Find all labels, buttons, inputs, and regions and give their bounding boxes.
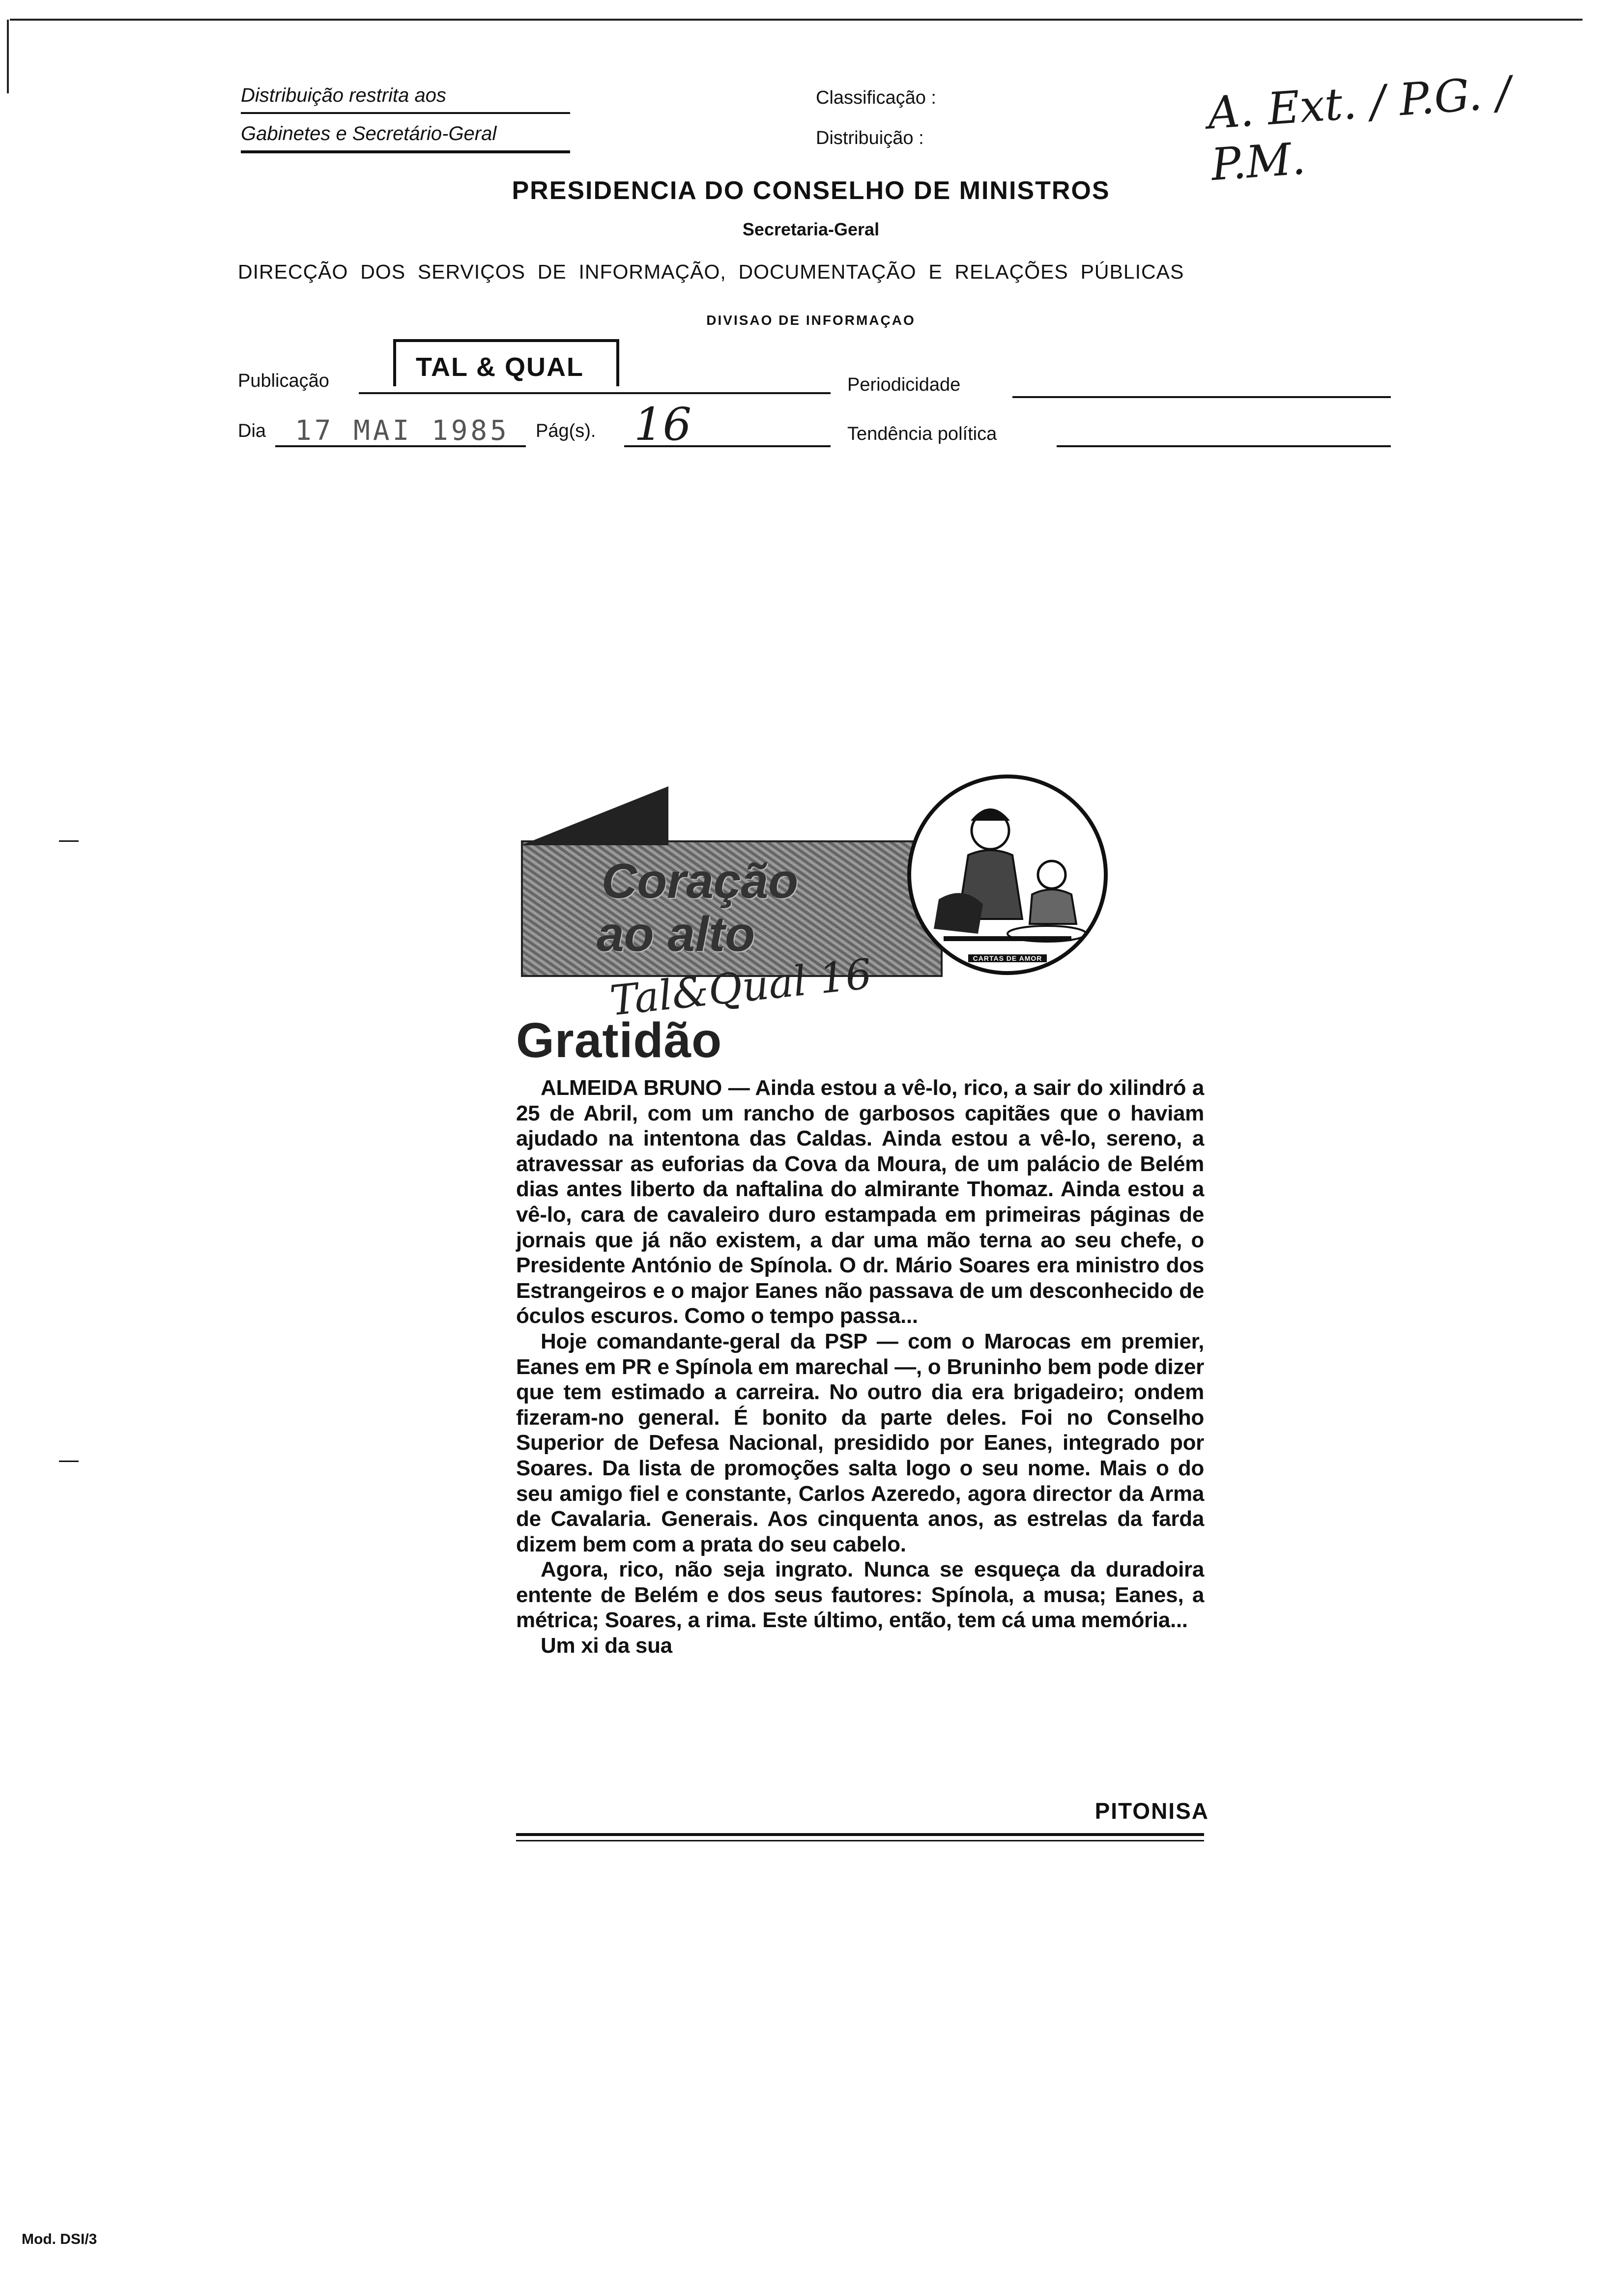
distribuicao-label: Distribuição : bbox=[816, 128, 924, 148]
illustration-badge: CARTAS DE AMOR bbox=[968, 954, 1047, 962]
banner-corner-mark bbox=[521, 786, 668, 845]
pag-line bbox=[624, 445, 831, 447]
column-banner bbox=[521, 840, 943, 977]
column-title-line-2: ao alto bbox=[597, 907, 755, 962]
classificacao-label: Classificação : bbox=[816, 87, 936, 108]
dia-value: 17 MAI 1985 bbox=[295, 415, 510, 447]
article-paragraph: Um xi da sua bbox=[541, 1634, 672, 1658]
periodicidade-label: Periodicidade bbox=[847, 374, 961, 395]
illustration-icon bbox=[904, 772, 1111, 978]
divisao-label: DIVISAO DE INFORMAÇAO bbox=[706, 313, 916, 328]
direccao-line: DIRECÇÃO DOS SERVIÇOS DE INFORMAÇÃO, DOCUMENTAÇÃO E RELAÇÕES PÚBLICAS bbox=[238, 260, 1184, 283]
restriction-line-1: Distribuição restrita aos bbox=[241, 85, 446, 106]
restriction-line-2: Gabinetes e Secretário-Geral bbox=[241, 123, 497, 144]
institution-title: PRESIDENCIA DO CONSELHO DE MINISTROS bbox=[512, 176, 1110, 205]
publicacao-value: TAL & QUAL bbox=[416, 352, 584, 382]
article-signature: PITONISA bbox=[1094, 1798, 1209, 1824]
article-body bbox=[516, 1075, 1204, 1659]
pag-label: Pág(s). bbox=[536, 421, 596, 441]
publicacao-line bbox=[359, 392, 831, 394]
illustration-circle bbox=[904, 772, 1111, 978]
periodicidade-line bbox=[1012, 396, 1391, 398]
form-code: Mod. DSI/3 bbox=[22, 2231, 97, 2247]
publicacao-label: Publicação bbox=[238, 371, 329, 391]
margin-mark bbox=[59, 840, 79, 842]
scan-top-edge bbox=[10, 19, 1583, 21]
handwritten-reference: A. Ext. / P.G. / P.M. bbox=[1206, 66, 1513, 191]
secretaria-geral: Secretaria-Geral bbox=[742, 219, 880, 239]
dia-line bbox=[275, 445, 526, 447]
article-paragraph: Hoje comandante-geral da PSP — com o Marocas em premier, Eanes em PR e Spínola em marechal —, o Bruninho bem pode dizer que tem estimado a carreira. No outro dia era brigadeiro; ondem fizeram-no general. É bonito da parte deles. Foi no Conselho Superior de Defesa Nacional, presidido por Eanes, integrado por Soares. Da lista de promoções salta logo o seu nome. Mais o do seu amigo fiel e constante, Carlos Azeredo, agora director da Arma de Cavalaria. Generais. Aos cinquenta anos, as estrelas da farda dizem bem com a prata do seu cabelo. bbox=[516, 1329, 1204, 1556]
dia-label: Dia bbox=[238, 421, 266, 441]
article-paragraph: Agora, rico, não seja ingrato. Nunca se esqueça da duradoira entente de Belém e dos seus fautores: Spínola, a musa; Eanes, a métrica; Soares, a rima. Este último, então, tem cá uma memória... bbox=[516, 1557, 1204, 1633]
article-bottom-rule-1 bbox=[516, 1833, 1204, 1836]
scan-left-edge bbox=[7, 20, 9, 93]
tendencia-label: Tendência política bbox=[847, 424, 997, 444]
article-paragraph: ALMEIDA BRUNO — Ainda estou a vê-lo, rico, a sair do xilindró a 25 de Abril, com um rancho de garbosos capitães que o haviam ajudado na intentona das Caldas. Ainda estou a vê-lo, sereno, a atravessar as euforias da Cova da Moura, de um palácio de Belém dias antes liberto da naftalina do almirante Thomaz. Ainda estou a vê-lo, cara de cavaleiro duro estampada em primeiras páginas de jornais que já não existem, a dar uma mão terna ao seu chefe, o Presidente António de Spínola. O dr. Mário Soares era ministro dos Estrangeiros e o major Eanes não passava de um desconhecido de óculos escuros. Como o tempo passa... bbox=[516, 1076, 1204, 1328]
restriction-underline-2 bbox=[241, 150, 570, 153]
publicacao-stamp bbox=[393, 339, 619, 386]
margin-mark bbox=[59, 1461, 79, 1462]
pag-value: 16 bbox=[634, 398, 692, 451]
handwritten-note: Tal&Qual 16 bbox=[607, 949, 874, 1025]
article-headline: Gratidão bbox=[516, 1013, 722, 1068]
restriction-underline-1 bbox=[241, 112, 570, 114]
column-title-line-1: Coração bbox=[602, 854, 799, 909]
article-bottom-rule-2 bbox=[516, 1840, 1204, 1841]
tendencia-line bbox=[1057, 445, 1391, 447]
